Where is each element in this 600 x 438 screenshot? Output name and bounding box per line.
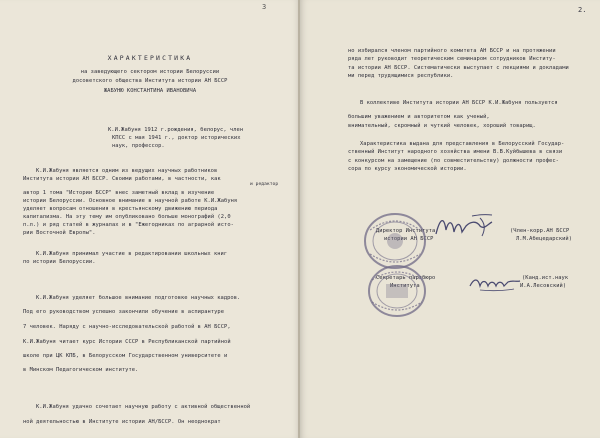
director-signature-icon [432, 212, 496, 240]
document-page-2 [300, 0, 600, 438]
handwritten-insert: и редактор [250, 182, 279, 187]
heading-line: на заведующего сектором истории Белоруссии [80, 69, 220, 75]
paragraph-line: с конкурсом на замещение (по совместительству) должности профес- [348, 158, 559, 164]
paragraph-line: п.л.) и ряд статей в журналах и в "Ежегодниках по аграрной исто- [23, 222, 234, 228]
paragraph-line: та истории АН БССР. Систематически выступает с лекциями и докладами [348, 65, 569, 71]
paragraph-line: ряда лет руководит теоретическим семинаром сотрудников Институ- [348, 56, 556, 62]
paragraph-line: К.И.Жабуня является одним из ведущих научных работников [36, 168, 218, 174]
bio-line: наук, профессор. [112, 143, 165, 149]
paragraph-line: ми перед трудящимися республики. [348, 73, 454, 79]
paragraph-line: ной деятельностью в Институте истории АН/БССР. Он неоднократ [23, 419, 221, 425]
paragraph-line: К.И.Жабуня принимал участие в редактировании школьных книг [36, 251, 228, 257]
party-bureau-seal-icon [364, 262, 430, 320]
paragraph-line: К.И.Жабуня удачно сочетает научную работу с активной общественной [36, 404, 251, 410]
paragraph-line: большим уважением и авторитетом как ученый, [348, 114, 490, 120]
paragraph-line: сора по курсу экономической истории. [348, 166, 467, 172]
paragraph-line: внимательный, скромный и чуткий человек, хороший товарищ. [348, 123, 536, 129]
paragraph-line: К.И.Жабуня читает курс Истории СССР в Республиканской партийной [23, 339, 231, 345]
paragraph-line: ственный Институт народного хозяйства имени В.В.Куйбышева в связи [348, 149, 563, 155]
paragraph-line: рии Восточной Европы". [23, 230, 96, 236]
party-secretary-title: Института [390, 283, 420, 289]
paragraph-line: Под его руководством успешно закончили обучение в аспирантуре [23, 309, 225, 315]
subject-name: ЖАБУНЮ КОНСТАНТИНА ИВАНОВИЧА [103, 88, 197, 94]
paragraph-line: уделяет вопросам отношения в крестьянскому движению периода [23, 206, 218, 212]
paragraph-line: по истории Белоруссии. [23, 259, 96, 265]
director-title: Директор Института [376, 228, 436, 234]
paragraph-line: в Минском Педагогическом институте. [23, 367, 139, 373]
heading-line: досоветского общества Института истории АН БССР [72, 78, 228, 84]
paragraph-line: автор 1 тома "Истории БССР" внес заметный вклад в изучение [23, 190, 215, 196]
paragraph-line: школе при ЦК КПБ, в Белорусском Государственном университете и [23, 353, 228, 359]
party-secretary-name: И.А.Лесовский) [520, 283, 567, 289]
paragraph-line: К.И.Жабуня уделяет большое внимание подготовке научных кадров. [36, 295, 241, 301]
bio-line: К.И.Жабуня 1912 г.рождения, белорус, член [108, 127, 244, 133]
party-secretary-signature-icon [468, 272, 522, 294]
page-number: 2. [578, 6, 587, 14]
paragraph-line: но избирался членом партийного комитета АН БССР и на протяжении [348, 48, 556, 54]
paragraph-line: Характеристика выдана для представления в Белорусский Государ- [360, 141, 565, 147]
paragraph-line: В коллективе Института истории АН БССР К.И.Жабуня пользуется [360, 100, 558, 106]
document-title: ХАРАКТЕРИСТИКА [107, 54, 193, 62]
paragraph-line: капитализма. На эту тему им опубликовано больше монографий (2,0 [23, 214, 231, 220]
party-secretary-title: Секретарь партбюро [376, 275, 436, 281]
paragraph-line: Института истории АН БССР. Своими работами, в частности, как [23, 176, 221, 182]
director-title: истории АН БССР [384, 236, 434, 242]
paragraph-line: 7 человек. Наряду с научно-исследовательской работой в АН БССР, [23, 324, 231, 330]
bio-line: КПСС с мая 1941 г., доктор исторических [112, 135, 241, 141]
party-secretary-name: (Канд.ист.наук [522, 275, 569, 281]
paragraph-line: истории Белоруссии. Основное внимание в научной работе К.И.Жабуня [23, 198, 238, 204]
director-name: (Член-корр.АН БССР [510, 228, 570, 234]
pencil-page-number: 3 [262, 3, 267, 11]
director-name: Л.М.Абецедарский) [516, 236, 573, 242]
